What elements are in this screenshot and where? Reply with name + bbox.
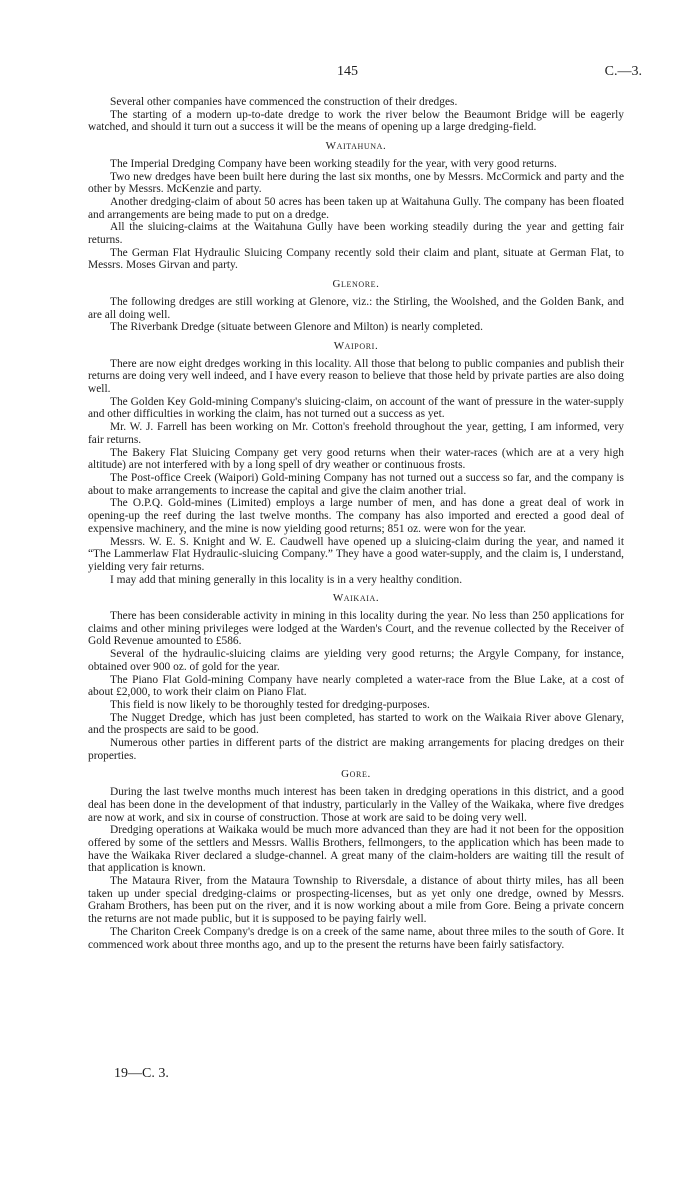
paragraph: The following dredges are still working at Glenore, viz.: the Stirling, the Woolshed, and the Golden Bank, and are all doing well. [88,295,624,321]
paragraph: Mr. W. J. Farrell has been working on Mr. Cotton's freehold throughout the year, getting, I am informed, very fair returns. [88,421,624,446]
paragraph: During the last twelve months much interest has been taken in dredging operations in this district, and a good deal has been done in the development of that industry, particularly in the Valley of the Waikaka, where five dredges are now at work, and six in course of construction. Those at work are said to be doing very well. [88,786,624,824]
paragraph: Two new dredges have been built here during the last six months, one by Messrs. McCormick and party and the other by Messrs. McKenzie and party. [88,170,624,196]
section-heading: Gore. [341,768,371,781]
paragraph: Messrs. W. E. S. Knight and W. E. Caudwell have opened up a sluicing-claim during the year, and named it “The Lammerlaw Flat Hydraulic-sluicing Company.” They have a good water-supply, and the claim is, I understand, yielding very fair returns. [88,535,624,573]
section [88,768,624,951]
section-heading: Waipori. [333,339,379,352]
paragraph: The Bakery Flat Sluicing Company get very good returns when their water-races (which are at a very high altitude) are not interfered with by a long spell of dry weather or continuous frosts. [88,446,624,472]
paragraph: Another dredging-claim of about 50 acres has been taken up at Waitahuna Gully. The company has been floated and arrangements are being made to put on a dredge. [88,195,624,221]
paragraph: I may add that mining generally in this locality is in a very healthy condition. [110,573,463,586]
paragraph: The O.P.Q. Gold-mines (Limited) employs a large number of men, and has done a great deal of work in opening-up the reef during the last twelve months. The company has also imported and erected a good deal of expensive machinery, and the mine is now yielding good returns; 851 oz. were won for the year. [88,497,624,535]
paragraph: Several of the hydraulic-sluicing claims are yielding very good returns; the Argyle Company, for instance, obtained over 900 oz. of gold for the year. [88,648,624,673]
paragraph: All the sluicing-claims at the Waitahuna Gully have been working steadily during the year and getting fair returns. [88,221,624,247]
section [88,96,624,134]
section [88,140,624,272]
paragraph: The Mataura River, from the Mataura Township to Riversdale, a distance of about thirty miles, has all been taken up under special dredging-claims or prospecting-licenses, but as yet only one dredge, owned by Messrs. Graham Brothers, has been put on the river, and it is now working about a mile from Gore. Being a private concern the returns are not made public, but it is supposed to be paying fairly well. [88,875,624,926]
paragraph: Numerous other parties in different parts of the district are making arrangements for placing dredges on their properties. [88,737,624,762]
paragraph: This field is now likely to be thoroughly tested for dredging-purposes. [110,698,430,711]
paragraph: There are now eight dredges working in this locality. All those that belong to public companies and publish their returns are doing very well indeed, and I have every reason to believe that those held by private parties are also doing well. [88,357,624,396]
section [88,278,624,334]
paragraph: The Post-office Creek (Waipori) Gold-mining Company has not turned out a success so far, and the company is about to make arrangements to increase the capital and give the claim another trial. [88,471,624,497]
section-heading: Glenore. [332,278,380,291]
paragraph: The starting of a modern up-to-date dredge to work the river below the Beaumont Bridge will be eagerly watched, and should it turn out a success it will be the means of opening up a large dredging-field. [88,108,624,134]
paragraph: The Golden Key Gold-mining Company's sluicing-claim, on account of the want of pressure in the water-supply and other difficulties in working the claim, has not turned out a success as yet. [88,395,624,421]
paragraph: The German Flat Hydraulic Sluicing Company recently sold their claim and plant, situate at German Flat, to Messrs. Moses Girvan and party. [88,246,624,272]
section [88,340,624,586]
paragraph: The Riverbank Dredge (situate between Glenore and Milton) is nearly completed. [110,321,483,334]
paragraph: The Nugget Dredge, which has just been completed, has started to work on the Waikaia River above Glenary, and the prospects are said to be good. [88,711,624,737]
printer-signature: 19—C. 3. [114,1066,169,1081]
paragraph: The Chariton Creek Company's dredge is on a creek of the same name, about three miles to the south of Gore. It commenced work about three months ago, and up to the present the returns have been fairly satisfactory. [88,925,624,951]
page-header [0,66,700,82]
section-heading: Waitahuna. [325,140,387,153]
body-text [88,96,624,951]
paragraph: Several other companies have commenced the construction of their dredges. [110,96,458,108]
section-heading: Waikaia. [332,592,380,605]
paragraph: The Imperial Dredging Company have been working steadily for the year, with very good returns. [110,157,557,170]
paragraph: The Piano Flat Gold-mining Company have nearly completed a water-race from the Blue Lake, at a cost of about £2,000, to work their claim on Piano Flat. [88,673,624,699]
section [88,592,624,762]
page-number: 145 [337,64,358,79]
paragraph: There has been considerable activity in mining in this locality during the year. No less than 250 applications for claims and other mining privileges were lodged at the Warden's Court, and the revenue collected by the Receiver of Gold Revenue amounted to £586. [88,610,624,648]
document-reference: C.—3. [604,64,642,79]
paragraph: Dredging operations at Waikaka would be much more advanced than they are had it not been for the opposition offered by some of the settlers and Messrs. Wallis Brothers, fellmongers, to the application which has been made to have the Waikaka River declared a sludge-channel. A great many of the claim-holders are waiting till the result of that application is known. [88,824,624,875]
